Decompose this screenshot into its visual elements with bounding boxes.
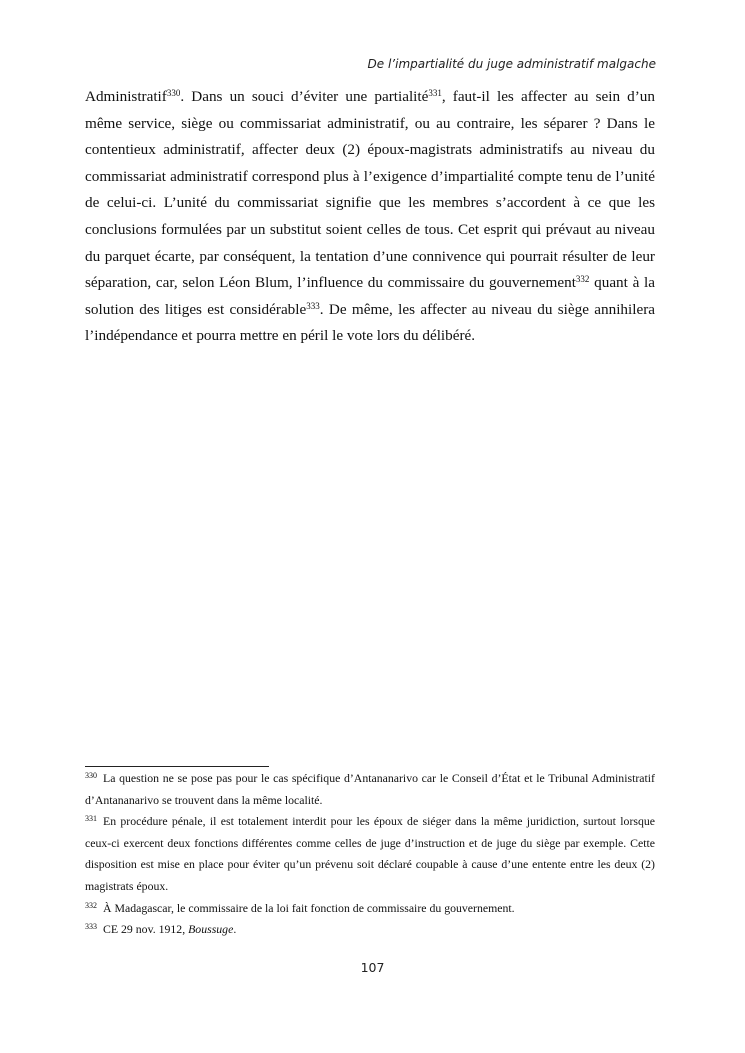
body-paragraph <box>85 84 655 350</box>
footnote-ref-330[interactable]: 330 <box>166 88 181 98</box>
body-text-5: . De même, les affecter au niveau du siège annihilera l’indépendance et pourra mettre en péril le vote lors du délibéré. <box>85 300 655 345</box>
footnote-number: 332 <box>85 900 97 910</box>
footnote-332 <box>85 898 655 920</box>
footnote-text: La question ne se pose pas pour le cas spécifique d’Antananarivo car le Conseil d’État et le Tribunal Administratif d’Antananarivo se trouvent dans la même localité. <box>85 771 655 807</box>
footnote-333 <box>85 919 655 941</box>
footnote-ref-333[interactable]: 333 <box>306 300 320 311</box>
footnote-number: 330 <box>85 771 97 780</box>
body-text-4: quant à la solution des litiges est considérable <box>85 274 655 318</box>
footnote-text: CE 29 nov. 1912, <box>103 922 189 937</box>
body-text-2: . Dans un souci d’éviter une partialité <box>180 88 429 105</box>
footnote-ref-332[interactable]: 332 <box>575 274 590 285</box>
footnote-separator <box>85 766 269 767</box>
footnote-text: En procédure pénale, il est totalement interdit pour les époux de siéger dans la même juridiction, surtout lorsque ceux-ci exercent deux fonctions différentes comme celles de juge d’instruction et de juge du siège par exemple. Cette disposition est mise en place pour éviter qu’un prévenu soit déclaré coupable à cause d’une entente entre les deux (2) magistrats époux. <box>85 814 655 893</box>
footnote-text: À Madagascar, le commissaire de la loi fait fonction de commissaire du gouvernement. <box>103 900 515 915</box>
page-number: 107 <box>360 960 385 975</box>
footnotes <box>85 768 655 941</box>
footnote-330 <box>85 768 655 811</box>
footnote-number: 333 <box>85 922 97 932</box>
body-text-3: , faut-il les affecter au sein d’un même service, siège ou commissariat administratif, ou au contraire, les séparer ? Dans le contentieux administratif, affecter deux (2) époux-magistrats administratifs au niveau du commissariat administratif correspond plus à l’exigence d’impartialité compte tenu de l’unité de celui-ci. L’unité du commissariat signifie que les membres s’accordent à ce que les conclusions formulées par un substitut soient celles de tous. Cet esprit qui prévaut au niveau du parquet écarte, par conséquent, la tentation d’une connivence qui pourrait résulter de leur séparation, car, selon Léon Blum, l’influence du commissaire du gouvernement <box>85 88 655 292</box>
footnote-text-end: . <box>233 922 237 937</box>
footnote-331 <box>85 811 655 897</box>
running-header: De l’impartialité du juge administratif malgache <box>367 57 656 71</box>
case-name: Boussuge <box>188 922 234 937</box>
footnote-number: 331 <box>85 814 97 824</box>
body-text-1: Administratif <box>85 88 167 105</box>
footnote-ref-331[interactable]: 331 <box>428 88 442 98</box>
